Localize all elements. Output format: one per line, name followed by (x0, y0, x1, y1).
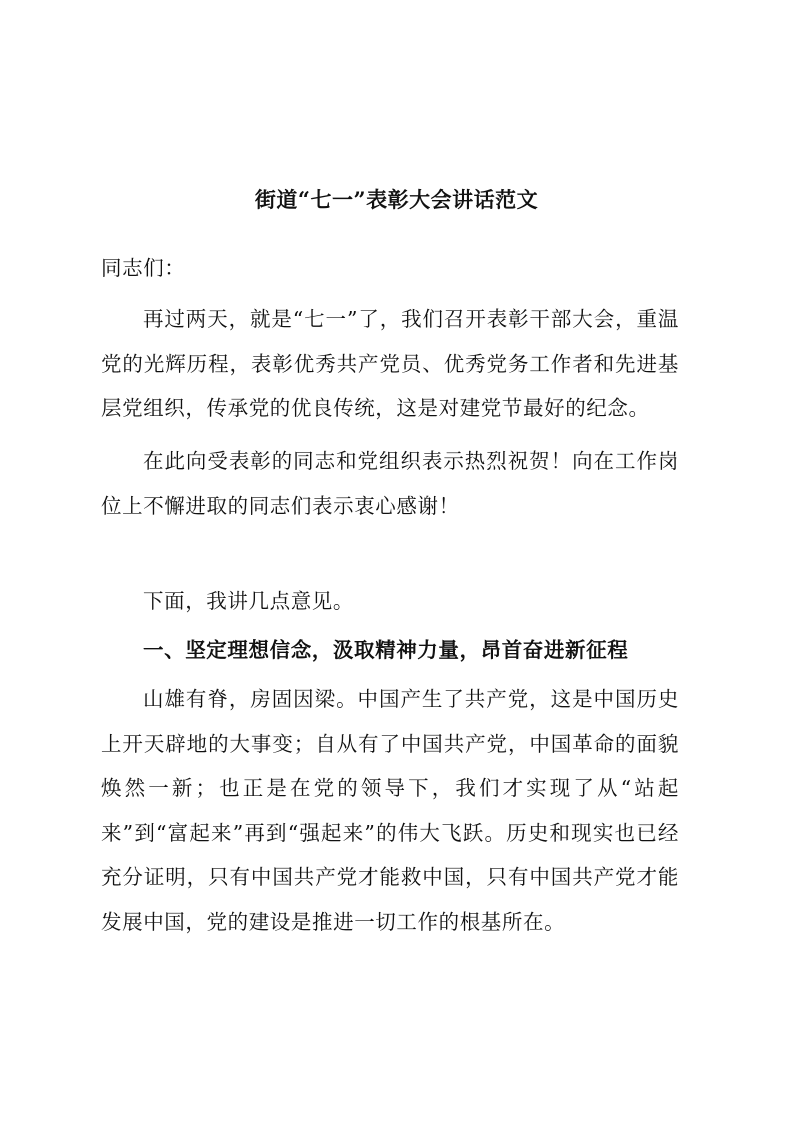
section-1-paragraph: 山雄有脊，房固因梁。中国产生了共产党，这是中国历史上开天辟地的大事变；自从有了中国共产党，中国革命的面貌焕然一新；也正是在党的领导下，我们才实现了从“站起来”到“富起来”再到“强起来”的伟大飞跃。历史和现实也已经充分证明，只有中国共产党才能救中国，只有中国共产党才能发展中国，党的建设是推进一切工作的根基所在。 (101, 687, 679, 934)
document-title: 街道“七一”表彰大会讲话范文 (254, 187, 539, 212)
paragraph-transition: 下面，我讲几点意见。 (143, 589, 354, 613)
paragraph-congratulations: 在此向受表彰的同志和党组织表示热烈祝贺！向在工作岗位上不懈进取的同志们表示衷心感谢！ (101, 449, 679, 518)
salutation: 同志们： (101, 256, 186, 280)
paragraph-intro: 再过两天，就是“七一”了，我们召开表彰干部大会，重温党的光辉历程，表彰优秀共产党员、优秀党务工作者和先进基层党组织，传承党的优良传统，这是对建党节最好的纪念。 (101, 307, 679, 420)
section-heading-1: 一、坚定理想信念，汲取精神力量，昂首奋进新征程 (143, 638, 629, 662)
